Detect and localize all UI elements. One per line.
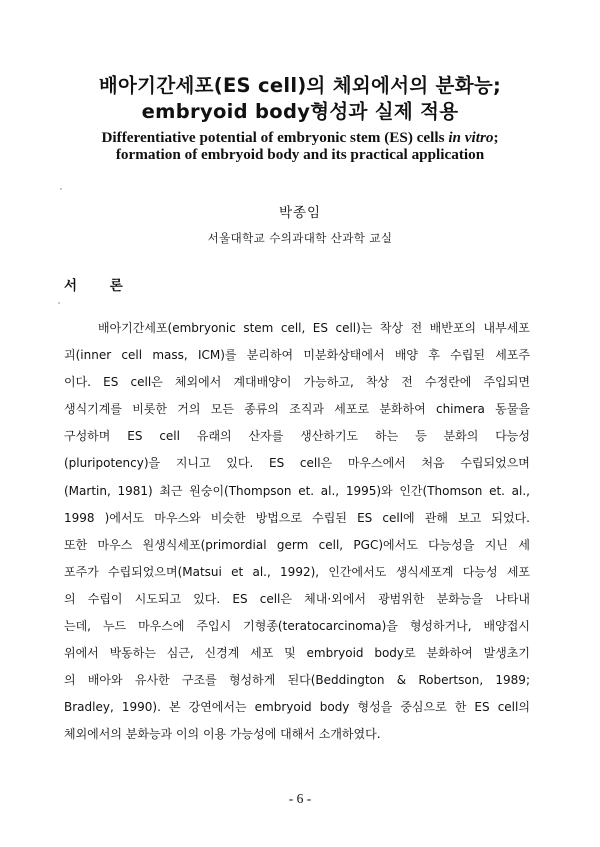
text-line: Bradley, 1990). 본 강연에서는 embryoid body 형성을 중심으로 한 ES cell의 [64,700,530,715]
korean-title-line-2: embryoid body형성과 실제 적용 [141,100,459,123]
text-line: 는데, 누드 마우스에 주입시 기형종(teratocarcinoma)을 형성하거나, 배양접시 [64,619,530,634]
text-line: 의 수립이 시도되고 있다. ES cell은 체내·외에서 광범위한 분화능을 나타내 [64,591,530,606]
english-title-line-1: Differentiative potential of embryonic stem (ES) cells in vitro; [101,129,499,146]
text-line: 1998 )에서도 마우스와 비슷한 방법으로 수립된 ES cell에 관해 보고 되었다. [64,510,530,525]
author-name: 박종임 [278,205,322,221]
text-line: 배아기간세포(embryonic stem cell, ES cell)는 착상 전 배반포의 내부세포 [98,321,530,335]
english-title-line-2: formation of embryoid body and its practical application [115,146,485,163]
text-line: 의 배아와 유사한 구조를 형성하게 된다(Beddington & Robertson, 1989; [64,673,530,688]
text-line: 포주가 수립되었으며(Matsui et al., 1992), 인간에서도 생식세포계 다능성 세포 [64,564,530,579]
text-line: 생식기계를 비롯한 거의 모든 종류의 조직과 세포로 분화하여 chimera 동물을 [64,402,530,417]
scan-speck [60,188,62,190]
text-line: 이다. ES cell은 체외에서 계대배양이 가능하고, 착상 전 수정란에 주입되면 [64,375,530,390]
text-line: 체외에서의 분화능과 이의 이용 가능성에 대해서 소개하였다. [64,727,381,742]
korean-title-line-1: 배아기간세포(ES cell)의 체외에서의 분화능; [98,74,502,97]
text-line: (Martin, 1981) 최근 원숭이(Thompson et. al., 1995)와 인간(Thomson et. al., [64,483,530,498]
text-line: (pluripotency)을 지니고 있다. ES cell은 마우스에서 처음 수립되었으며 [64,456,530,471]
page-number: - 6 - [288,791,312,806]
text-line: 위에서 박동하는 심근, 신경계 세포 및 embryoid body로 분화하여 발생초기 [64,646,530,661]
text-line: 괴(inner cell mass, ICM)를 분리하여 미분화상태에서 배양 후 수립된 세포주 [64,348,530,363]
text-line: 또한 마우스 원생식세포(primordial germ cell, PGC)에서도 다능성을 지닌 세 [64,537,530,552]
in-vitro-italic: in vitro [448,129,494,146]
author-affiliation: 서울대학교 수의과대학 산과학 교실 [207,231,393,245]
scan-speck [58,302,60,304]
section-heading: 서 론 [64,278,137,294]
text-line: 구성하며 ES cell 유래의 산자를 생산하기도 하는 등 분화의 다능성 [64,429,530,444]
body-paragraph [64,318,530,752]
